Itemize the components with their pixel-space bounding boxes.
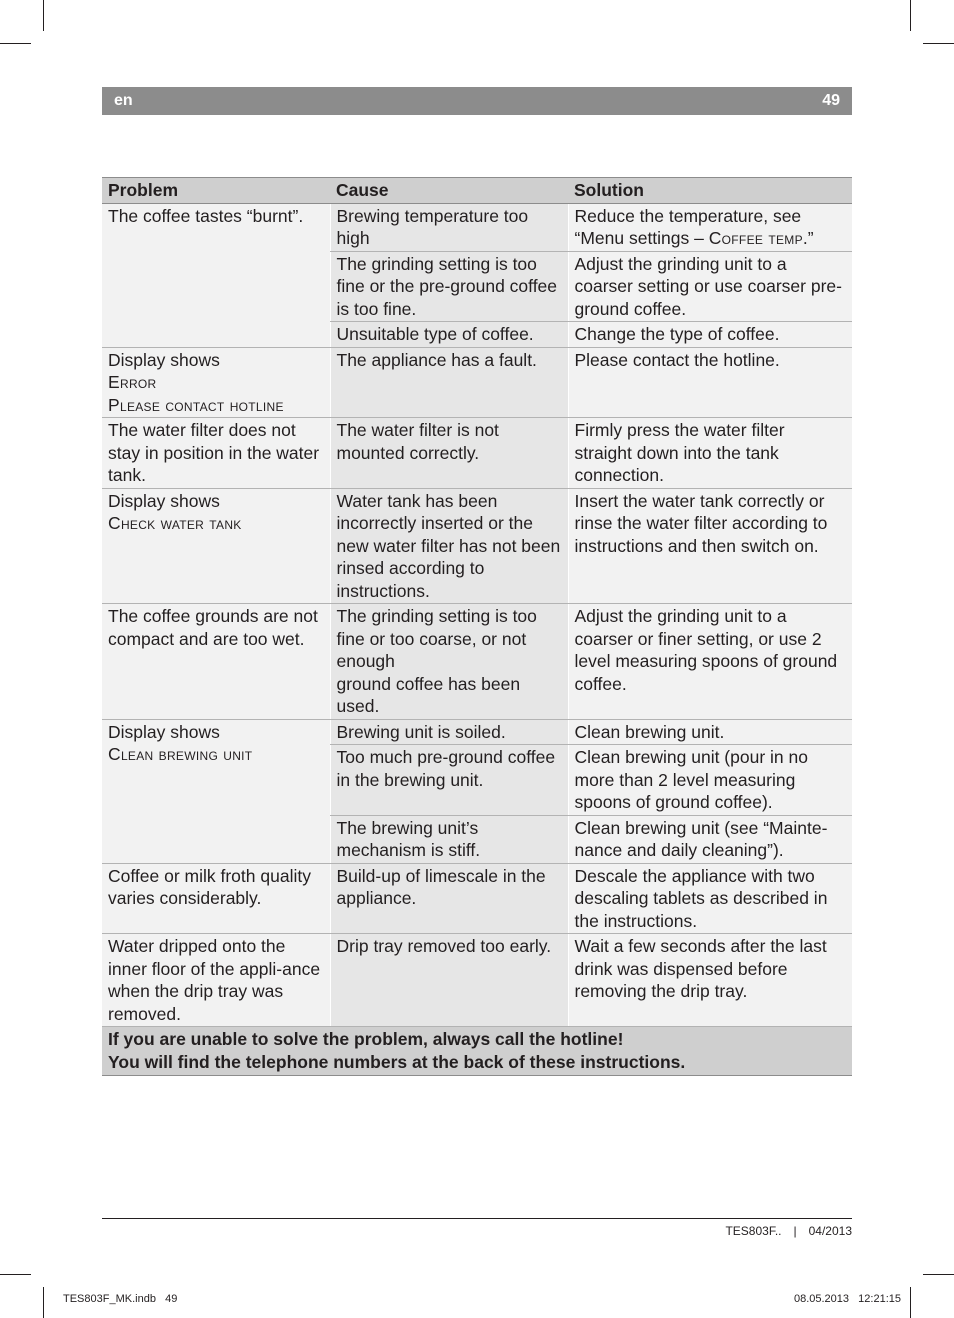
problem-text: Display shows	[108, 721, 220, 742]
cause-cell: The grinding setting is too fine or the pre-ground coffee is too fine.	[330, 251, 568, 322]
cause-cell: Brewing unit is soiled.	[330, 719, 568, 745]
solution-cell: Clean brewing unit (pour in no more than 2 level measuring spoons of ground coffee).	[568, 745, 852, 816]
solution-cell: Firmly press the water filter straight down into the tank connection.	[568, 418, 852, 489]
solution-cell: Adjust the grinding unit to a coarser or finer setting, or use 2 level measuring spoons of ground coffee.	[568, 604, 852, 720]
cause-cell: The water filter is not mounted correctly.	[330, 418, 568, 489]
crop-mark	[0, 1274, 31, 1275]
column-header-cause: Cause	[330, 178, 568, 204]
problem-cell	[102, 203, 330, 347]
crop-mark	[923, 43, 954, 44]
crop-mark	[43, 0, 44, 31]
table-row	[102, 488, 852, 604]
cause-cell: Water tank has been incorrectly inserted or the new water filter has not been rinsed according to instructions.	[330, 488, 568, 604]
column-header-problem: Problem	[102, 178, 330, 204]
problem-text: The coffee tastes “burnt”.	[108, 205, 304, 226]
cause-cell: Too much pre-ground coffee in the brewing unit.	[330, 745, 568, 816]
problem-cell	[102, 347, 330, 418]
solution-cell: Clean brewing unit (see “Mainte-nance and daily cleaning”).	[568, 815, 852, 863]
display-message: Error	[108, 372, 157, 392]
cause-cell	[330, 604, 568, 720]
hotline-note-line: If you are unable to solve the problem, always call the hotline!	[108, 1029, 624, 1049]
table-row	[102, 934, 852, 1027]
cause-text: The grinding setting is too fine or too coarse, or not enough	[336, 606, 537, 671]
crop-mark	[910, 1287, 911, 1318]
display-message: Please contact hotline	[108, 394, 284, 415]
page-header	[102, 87, 852, 115]
table-row	[102, 347, 852, 418]
hotline-note-row	[102, 1027, 852, 1076]
hotline-note	[102, 1027, 852, 1076]
footer-rule	[102, 1218, 852, 1219]
table-row	[102, 719, 852, 745]
display-message: Coffee temp	[708, 228, 803, 248]
table-header-row	[102, 178, 852, 204]
solution-cell: Wait a few seconds after the last drink was dispensed before removing the drip tray.	[568, 934, 852, 1027]
print-slug-timestamp: 08.05.2013 12:21:15	[793, 1293, 901, 1305]
crop-mark	[43, 1287, 44, 1318]
problem-cell: Water dripped onto the inner floor of the appli-ance when the drip tray was removed.	[102, 934, 330, 1027]
problem-text: Display shows	[108, 349, 220, 370]
solution-text: .”	[802, 228, 814, 248]
cause-cell: The appliance has a fault.	[330, 347, 568, 418]
cause-cell: Drip tray removed too early.	[330, 934, 568, 1027]
problem-cell	[102, 488, 330, 604]
table-row	[102, 863, 852, 934]
table-row	[102, 418, 852, 489]
column-header-solution: Solution	[568, 178, 852, 204]
print-slug-file: TES803F_MK.indb 49	[63, 1293, 178, 1305]
cause-cell: The brewing unit’s mechanism is stiff.	[330, 815, 568, 863]
problem-text: Display shows	[108, 490, 220, 511]
solution-cell: Insert the water tank correctly or rinse the water filter according to instructions and then switch on.	[568, 488, 852, 604]
page-number: 49	[822, 92, 840, 109]
table-row	[102, 604, 852, 720]
crop-mark	[910, 0, 911, 31]
cause-cell: Build-up of limescale in the appliance.	[330, 863, 568, 934]
solution-cell: Clean brewing unit.	[568, 719, 852, 745]
display-message: Check water tank	[108, 513, 242, 533]
hotline-note-line: You will find the telephone numbers at the back of these instructions.	[108, 1051, 686, 1072]
solution-cell: Please contact the hotline.	[568, 347, 852, 418]
language-code: en	[114, 92, 133, 109]
problem-cell: The coffee grounds are not compact and are too wet.	[102, 604, 330, 720]
problem-cell	[102, 719, 330, 863]
model-number: TES803F..	[725, 1224, 782, 1238]
troubleshooting-table	[102, 177, 852, 1076]
solution-text: Reduce the temperature, see “Menu settings –	[574, 205, 802, 248]
cause-cell: Brewing temperature too high	[330, 203, 568, 251]
display-message: Clean brewing unit	[108, 744, 253, 764]
problem-cell: Coffee or milk froth quality varies considerably.	[102, 863, 330, 934]
cause-cell: Unsuitable type of coffee.	[330, 322, 568, 348]
solution-cell: Descale the appliance with two descaling tablets as described in the instructions.	[568, 863, 852, 934]
crop-mark	[923, 1274, 954, 1275]
solution-cell: Adjust the grinding unit to a coarser setting or use coarser pre-ground coffee.	[568, 251, 852, 322]
solution-cell	[568, 203, 852, 251]
solution-cell: Change the type of coffee.	[568, 322, 852, 348]
problem-cell: The water filter does not stay in position in the water tank.	[102, 418, 330, 489]
publication-date: 04/2013	[808, 1224, 852, 1238]
table-row	[102, 203, 852, 251]
page-footer	[725, 1224, 852, 1238]
cause-text: ground coffee has been used.	[336, 673, 521, 716]
footer-separator: |	[793, 1224, 797, 1238]
crop-mark	[0, 43, 31, 44]
